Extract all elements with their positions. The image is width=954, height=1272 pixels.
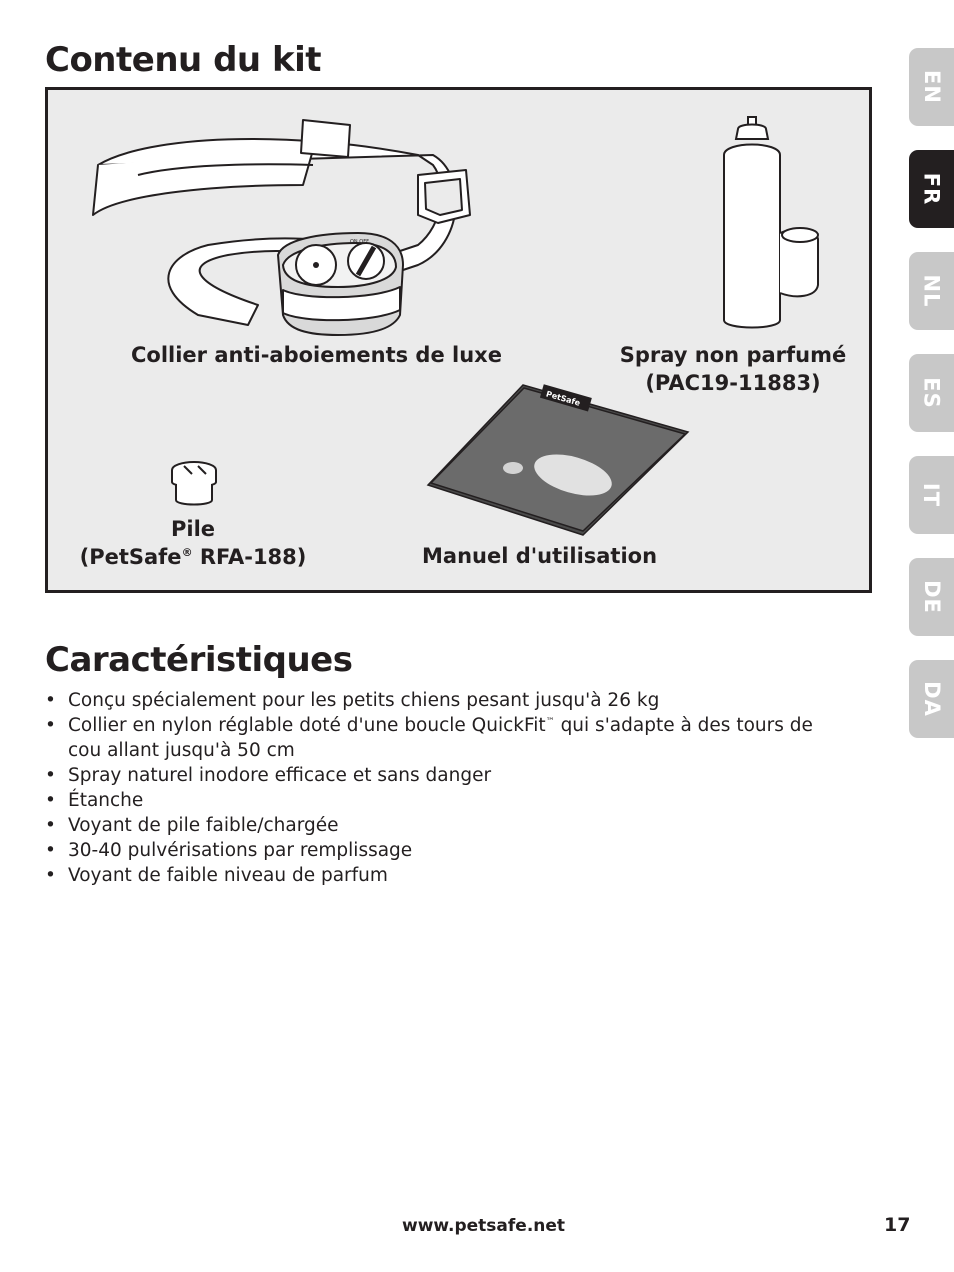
collar-unit-mark: ON OFF	[350, 239, 369, 245]
list-item: • 30-40 pulvérisations par remplissage	[45, 838, 835, 863]
battery-brand: (PetSafe	[79, 545, 182, 569]
language-tab-da[interactable]: DA	[909, 660, 954, 738]
language-tab-es[interactable]: ES	[909, 354, 954, 432]
battery-label-title: Pile	[170, 517, 216, 541]
spray-label-name: Spray non parfumé	[619, 343, 847, 367]
kit-title: Contenu du kit	[45, 40, 321, 80]
battery-label	[73, 515, 313, 571]
language-tab-fr[interactable]: FR	[909, 150, 954, 228]
list-item-text: qui s'adapte à des tours de cou allant jusqu'à 50 cm	[68, 715, 813, 761]
list-item	[45, 713, 835, 763]
battery-label-model	[73, 543, 313, 571]
trademark-mark: ™	[545, 716, 555, 727]
kit-contents-box	[45, 87, 872, 593]
language-tab-en[interactable]: EN	[909, 48, 954, 126]
list-item: • Voyant de pile faible/chargée	[45, 813, 835, 838]
language-tab-it[interactable]: IT	[909, 456, 954, 534]
registered-mark: ®	[181, 546, 193, 559]
spray-canister-illustration	[716, 115, 826, 335]
manual-illustration	[423, 380, 693, 540]
list-item: • Spray naturel inodore efficace et sans danger	[45, 763, 835, 788]
footer-url[interactable]: www.petsafe.net	[402, 1216, 566, 1236]
battery-illustration	[168, 460, 220, 508]
collar-label: Collier anti-aboiements de luxe	[131, 343, 502, 367]
manual-label: Manuel d'utilisation	[422, 544, 658, 568]
page-number: 17	[884, 1214, 911, 1236]
features-title: Caractéristiques	[45, 640, 353, 680]
list-item: • Étanche	[45, 788, 835, 813]
features-list	[45, 688, 835, 888]
list-item: • Voyant de faible niveau de parfum	[45, 863, 835, 888]
language-tab-nl[interactable]: NL	[909, 252, 954, 330]
spray-label-code: (PAC19-11883)	[645, 371, 821, 395]
list-item-text: Collier en nylon réglable doté d'une boucle QuickFit	[68, 715, 546, 736]
language-tab-de[interactable]: DE	[909, 558, 954, 636]
manual-cover-brand: PetSafe	[545, 389, 582, 408]
collar-illustration	[88, 115, 488, 345]
list-item: • Conçu spécialement pour les petits chiens pesant jusqu'à 26 kg	[45, 688, 835, 713]
battery-model: RFA-188)	[192, 545, 307, 569]
